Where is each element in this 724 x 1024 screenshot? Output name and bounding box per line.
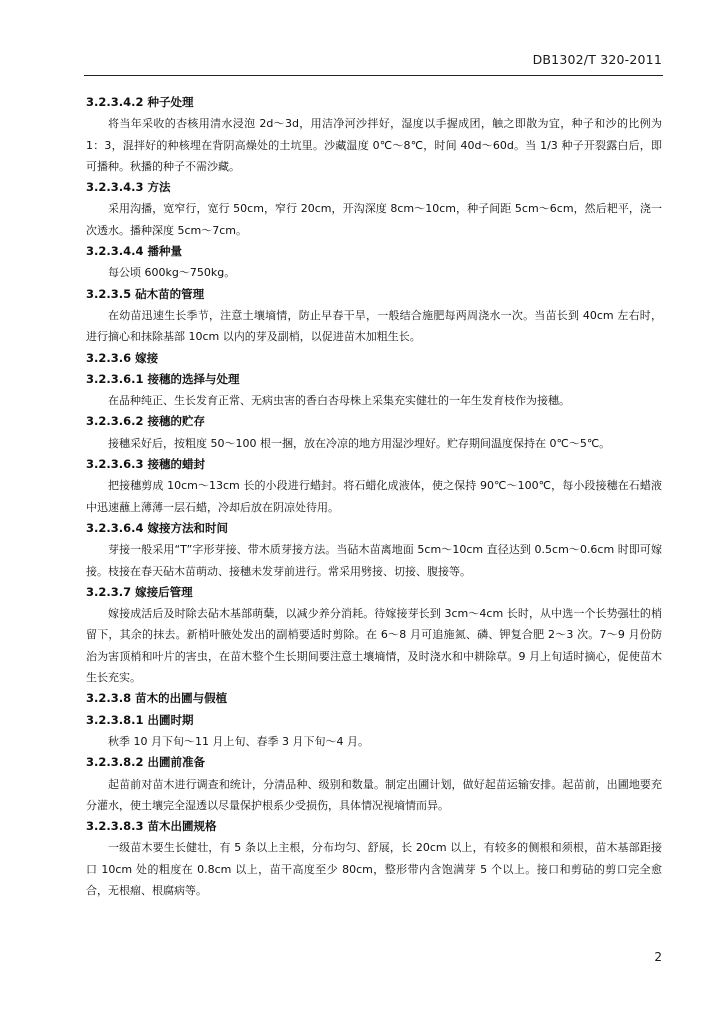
section-heading: 3.2.3.6.4 嫁接方法和时间 xyxy=(86,520,228,535)
section-heading: 3.2.3.4.2 种子处理 xyxy=(86,95,194,109)
body-paragraph: 接穗采好后，按粗度 50～100 根一捆，放在冷凉的地方用湿沙埋好。贮存期间温度保持在 0℃～5℃。 xyxy=(108,436,611,450)
page-number: 2 xyxy=(654,950,662,964)
section-heading: 3.2.3.8.3 苗木出圃规格 xyxy=(86,819,217,834)
body-paragraph: 在品种纯正、生长发育正常、无病虫害的香白杏母株上采集充实健壮的一年生发育枝作为接穗。 xyxy=(108,394,570,408)
section-heading: 3.2.3.4.4 播种量 xyxy=(86,244,182,259)
body-paragraph: 每公顷 600kg～750kg。 xyxy=(108,266,236,280)
section-heading: 3.2.3.5 砧木苗的管理 xyxy=(86,286,205,301)
document-code: DB1302/T 320-2011 xyxy=(532,52,662,67)
body-paragraph: 在幼苗迅速生长季节，注意土壤墒情，防止早春干旱，一般结合施肥每两周浇水一次。当苗长到 40cm 左右时，进行摘心和抹除基部 10cm 以内的芽及副梢，以促进苗木加粗生长。 xyxy=(86,308,662,344)
body-paragraph: 将当年采收的杏核用清水浸泡 2d～3d，用洁净河沙拌好，湿度以手握成团，触之即散为宜，种子和沙的比例为 1：3，混拌好的种核埋在背阴高燥处的土坑里。沙藏温度 0℃～8℃，时间 40d～60d。当 1/3 种子开裂露白后，即可播种。秋播的种子不需沙藏。 xyxy=(86,117,662,173)
body-paragraph: 采用沟播，宽窄行，宽行 50cm，窄行 20cm，开沟深度 8cm～10cm，种子间距 5cm～6cm，然后耙平，浇一次透水。播种深度 5cm～7cm。 xyxy=(86,202,662,237)
section-heading: 3.2.3.4.3 方法 xyxy=(86,180,171,195)
document-body xyxy=(86,92,662,901)
body-paragraph: 嫁接成活后及时除去砧木基部萌蘖，以减少养分消耗。待嫁接芽长到 3cm～4cm 长时，从中选一个长势强壮的梢留下，其余的抹去。新梢叶腋处发出的副梢要适时剪除。在 6～8 月可追施氮、磷、钾复合肥 2～3 次。7～9 月份防治为害顶梢和叶片的害虫，在苗木整个生长期间要注意土壤墒情，及时浇水和中耕除草。9 月上旬适时摘心，促使苗木生长充实。 xyxy=(86,607,662,685)
body-paragraph: 一级苗木要生长健壮，有 5 条以上主根，分布均匀、舒展，长 20cm 以上，有较多的侧根和须根，苗木基部距接口 10cm 处的粗度在 0.8cm 以上，苗干高度至少 80cm，整形带内含饱满芽 5 个以上。接口和剪砧的剪口完全愈合，无根瘤、根腐病等。 xyxy=(86,841,662,897)
section-heading: 3.2.3.8.2 出圃前准备 xyxy=(86,755,205,770)
section-heading: 3.2.3.6.2 接穗的贮存 xyxy=(86,414,205,429)
body-paragraph: 起苗前对苗木进行调查和统计，分清品种、级别和数量。制定出圃计划，做好起苗运输安排。起苗前，出圃地要充分灌水，使土壤完全湿透以尽量保护根系少受损伤，具体情况视墒情而异。 xyxy=(86,777,662,812)
body-paragraph: 秋季 10 月下旬～11 月上旬、春季 3 月下旬～4 月。 xyxy=(108,734,369,748)
body-paragraph: 把接穗剪成 10cm～13cm 长的小段进行蜡封。将石蜡化成液体，使之保持 90℃～100℃，每小段接穗在石蜡液中迅速蘸上薄薄一层石蜡，冷却后放在阴凉处待用。 xyxy=(86,479,662,514)
section-heading: 3.2.3.7 嫁接后管理 xyxy=(86,584,193,599)
section-heading: 3.2.3.6.3 接穗的蜡封 xyxy=(86,457,205,472)
section-heading: 3.2.3.6 嫁接 xyxy=(86,350,159,365)
section-heading: 3.2.3.6.1 接穗的选择与处理 xyxy=(86,371,240,386)
section-heading: 3.2.3.8 苗木的出圃与假植 xyxy=(86,691,228,706)
header-rule xyxy=(84,75,663,76)
section-heading: 3.2.3.8.1 出圃时期 xyxy=(86,712,194,727)
body-paragraph: 芽接一般采用“T”字形芽接、带木质芽接方法。当砧木苗离地面 5cm～10cm 直径达到 0.5cm～0.6cm 时即可嫁接。枝接在春天砧木苗萌动、接穗未发芽前进行。常采用劈接、切接、腹接等。 xyxy=(86,543,662,578)
